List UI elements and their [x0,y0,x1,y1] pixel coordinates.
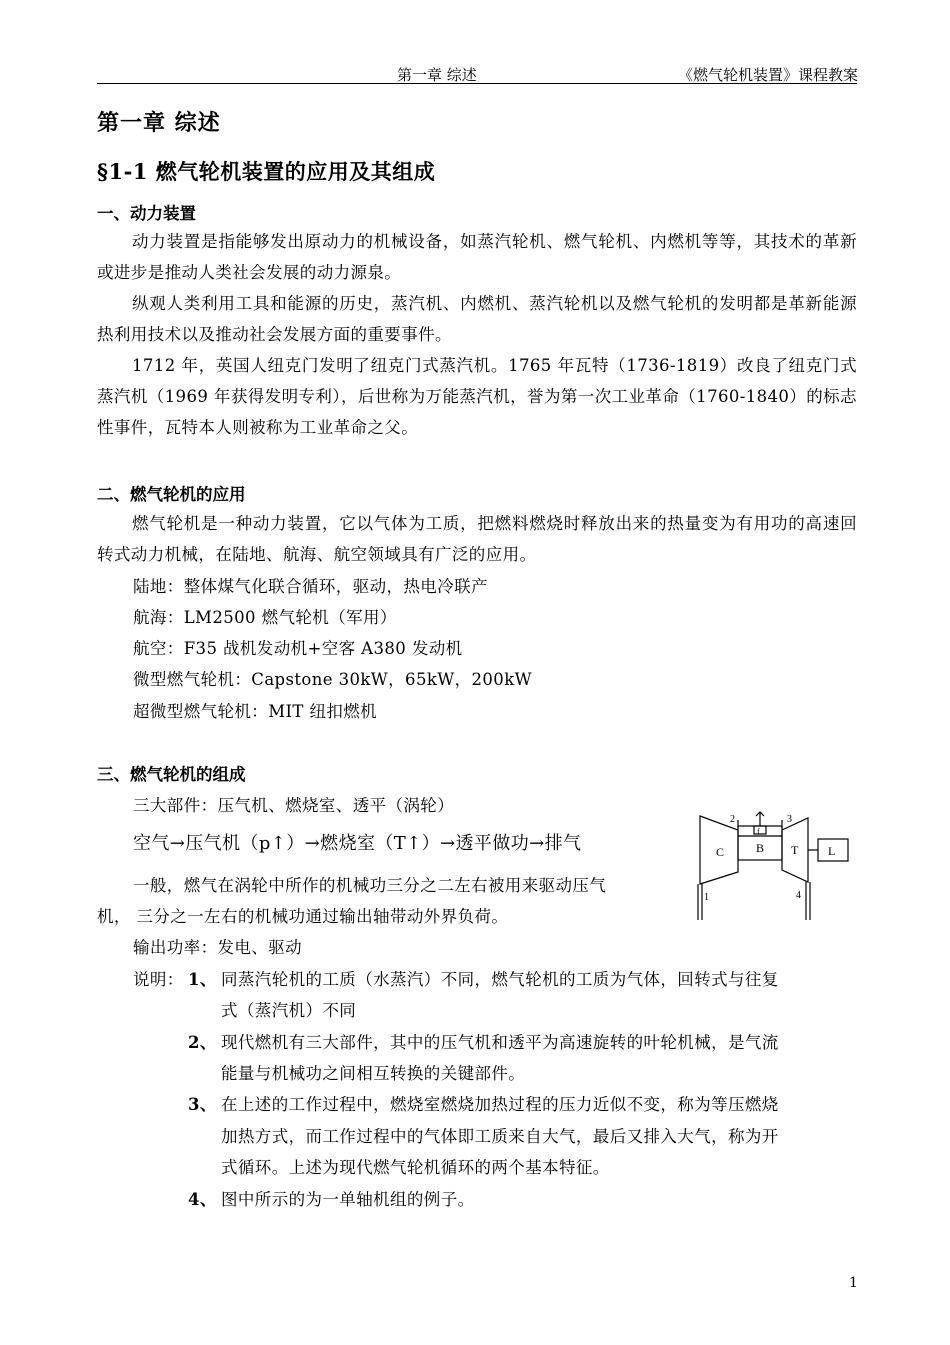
notes-label: 说明： [133,970,184,989]
diagram-label-turbine: T [791,843,799,857]
note-1-line-2: 式（蒸汽机）不同 [221,1001,357,1020]
section-title: §1-1 燃气轮机装置的应用及其组成 [97,159,436,184]
diagram-label-load: L [828,844,836,858]
diagram-label-station-1: 1 [704,892,709,903]
output-power-line: 输出功率：发电、驱动 [133,938,302,957]
header-chapter: 第一章 综述 [397,66,477,84]
application-marine: 航海：LM2500 燃气轮机（军用） [133,608,397,627]
work-distribution-line-2: 机， 三分之一左右的机械功通过输出轴带动外界负荷。 [97,907,509,926]
components-line: 三大部件：压气机、燃烧室、透平（涡轮） [133,796,455,815]
application-aviation: 航空：F35 战机发动机+空客 A380 发动机 [133,639,463,658]
diagram-label-station-2: 2 [730,814,735,825]
note-1-line-1: 同蒸汽轮机的工质（水蒸汽）不同，燃气轮机的工质为气体，回转式与往复 [221,970,779,989]
heading-gas-turbine-applications: 二、燃气轮机的应用 [97,485,246,504]
work-distribution-line-1: 一般，燃气在涡轮中所作的机械功三分之二左右被用来驱动压气 [133,876,607,895]
paragraph-power-plant-3: 1712 年，英国人纽克门发明了纽克门式蒸汽机。1765 年瓦特（1736-1819）改良了纽克门式蒸汽机（1969 年获得发明专利），后世称为万能蒸汽机，誉为第一次工业革命（1760-1840）的标志性事件，瓦特本人则被称为工业革命之父。 [97,356,857,437]
page-number: 1 [849,1275,858,1291]
diagram-label-station-4: 4 [796,890,801,901]
paragraph-applications: 燃气轮机是一种动力装置，它以气体为工质，把燃料燃烧时释放出来的热量变为有用功的高速回转式动力机械，在陆地、航海、航空领域具有广泛的应用。 [97,514,857,564]
diagram-label-fuel: f [757,827,760,836]
note-2-line-1: 现代燃机有三大部件，其中的压气机和透平为高速旋转的叶轮机械，是气流 [221,1033,779,1052]
flow-line: 空气→压气机（p↑）→燃烧室（T↑）→透平做功→排气 [133,833,582,854]
diagram-label-compressor: C [716,845,725,859]
diagram-label-station-3: 3 [787,814,792,825]
application-micro: 微型燃气轮机：Capstone 30kW，65kW，200kW [133,670,532,689]
heading-gas-turbine-components: 三、燃气轮机的组成 [97,765,246,784]
paragraph-power-plant-2: 纵观人类利用工具和能源的历史，蒸汽机、内燃机、蒸汽轮机以及燃气轮机的发明都是革新能源热利用技术以及推动社会发展方面的重要事件。 [97,294,857,344]
note-3-line-2: 加热方式，而工作过程中的气体即工质来自大气，最后又排入大气，称为开 [221,1127,779,1146]
note-number-2: 2、 [188,1033,217,1052]
application-ultra-micro: 超微型燃气轮机：MIT 纽扣燃机 [133,702,378,721]
heading-power-plant: 一、动力装置 [97,204,196,223]
note-3-line-3: 式循环。上述为现代燃气轮机循环的两个基本特征。 [221,1158,610,1177]
note-number-3: 3、 [188,1095,217,1114]
chapter-title: 第一章 综述 [97,110,221,136]
note-number-4: 4、 [188,1190,217,1209]
header-rule [97,83,857,84]
header-course-title: 《燃气轮机装置》课程教案 [678,66,859,84]
diagram-label-burner: B [756,841,765,855]
single-shaft-gas-turbine-diagram [690,808,855,923]
application-land: 陆地：整体煤气化联合循环，驱动，热电冷联产 [133,577,488,596]
note-4-line-1: 图中所示的为一单轴机组的例子。 [221,1190,475,1209]
paragraph-power-plant-1: 动力装置是指能够发出原动力的机械设备，如蒸汽轮机、燃气轮机、内燃机等等，其技术的革新或进步是推动人类社会发展的动力源泉。 [97,232,857,282]
note-3-line-1: 在上述的工作过程中，燃烧室燃烧加热过程的压力近似不变，称为等压燃烧 [221,1095,779,1114]
note-number-1: 1、 [188,970,217,989]
note-2-line-2: 能量与机械功之间相互转换的关键部件。 [221,1064,526,1083]
